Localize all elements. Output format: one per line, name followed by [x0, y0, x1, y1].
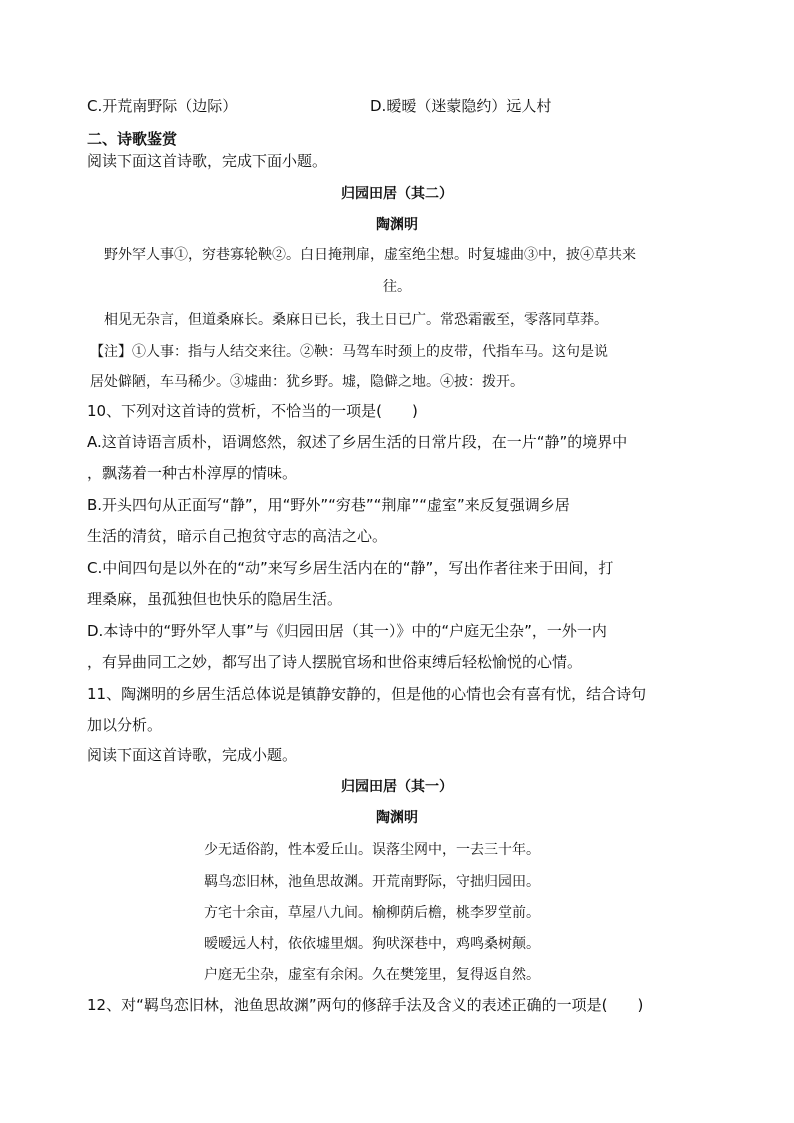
poem2-line: 户庭无尘杂，虚室有余闲。久在樊笼里，复得返自然。	[204, 967, 540, 983]
q10-option-d-line2: ，有异曲同工之妙，都写出了诗人摆脱官场和世俗束缚后轻松愉悦的心情。	[87, 653, 583, 671]
q10-option-c-line1: C.中间四句是以外在的“动”来写乡居生活内在的“静”，写出作者往来于田间，打	[87, 559, 614, 577]
option-d: D.暧暧（迷蒙隐约）远人村	[370, 97, 552, 115]
prev-options-row	[87, 96, 707, 116]
q10-option-b-line1: B.开头四句从正面写“静”，用“野外”“穷巷”“荆扉”“虚室”来反复强调乡居	[87, 496, 570, 514]
q10-option-b-line2: 生活的清贫，暗示自己抱贫守志的高洁之心。	[87, 527, 388, 545]
option-c: C.开荒南野际（边际）	[87, 97, 238, 115]
poem2-line: 羁鸟恋旧林，池鱼思故渊。开荒南野际，守拙归园田。	[204, 874, 540, 890]
poem1-line-2: 相见无杂言，但道桑麻长。桑麻日已长，我土日已广。常恐霜霰至，零落同草莽。	[104, 312, 608, 328]
poem1-title: 归园田居（其二）	[341, 186, 453, 202]
instruction-2: 阅读下面这首诗歌，完成小题。	[87, 746, 298, 764]
instruction-1: 阅读下面这首诗歌，完成下面小题。	[87, 152, 328, 170]
q10-stem: 10、下列对这首诗的赏析，不恰当的一项是( )	[87, 402, 418, 420]
q10-option-c-line2: 理桑麻，虽孤独但也快乐的隐居生活。	[87, 590, 343, 608]
poem1-line-1b: 往。	[383, 279, 411, 295]
poem1-line-1a: 野外罕人事①，穷巷寡轮鞅②。白日掩荆扉，虚室绝尘想。时复墟曲③中，披④草共来	[104, 247, 636, 263]
poem1-note-b: 居处僻陋，车马稀少。③墟曲：犹乡野。墟，隐僻之地。④披：拨开。	[90, 374, 524, 390]
poem1-author: 陶渊明	[376, 217, 418, 233]
poem2-title: 归园田居（其一）	[341, 779, 453, 795]
q10-option-a-line1: A.这首诗语言质朴，语调悠然，叙述了乡居生活的日常片段，在一片“静”的境界中	[87, 433, 628, 451]
section-heading: 二、诗歌鉴赏	[87, 130, 178, 148]
q10-option-a-line2: ，飘荡着一种古朴淳厚的情味。	[87, 464, 298, 482]
poem2-line: 方宅十余亩，草屋八九间。榆柳荫后檐，桃李罗堂前。	[204, 905, 540, 921]
q10-option-d-line1: D.本诗中的“野外罕人事”与《归园田居（其一）》中的“户庭无尘杂”，一外一内	[87, 622, 607, 640]
poem2-line: 少无适俗韵，性本爱丘山。误落尘网中，一去三十年。	[204, 842, 540, 858]
q11-line-1: 11、陶渊明的乡居生活总体说是镇静安静的，但是他的心情也会有喜有忧，结合诗句	[87, 685, 647, 703]
poem1-note-a: 【注】①人事：指与人结交来往。②鞅：马驾车时颈上的皮带，代指车马。这句是说	[90, 344, 608, 360]
q11-line-2: 加以分析。	[87, 716, 163, 734]
poem2-author: 陶渊明	[376, 810, 418, 826]
q12-stem: 12、对“羁鸟恋旧林，池鱼思故渊”两句的修辞手法及含义的表述正确的一项是( )	[87, 996, 644, 1014]
poem2-line: 暧暧远人村，依依墟里烟。狗吠深巷中，鸡鸣桑树颠。	[204, 936, 540, 952]
